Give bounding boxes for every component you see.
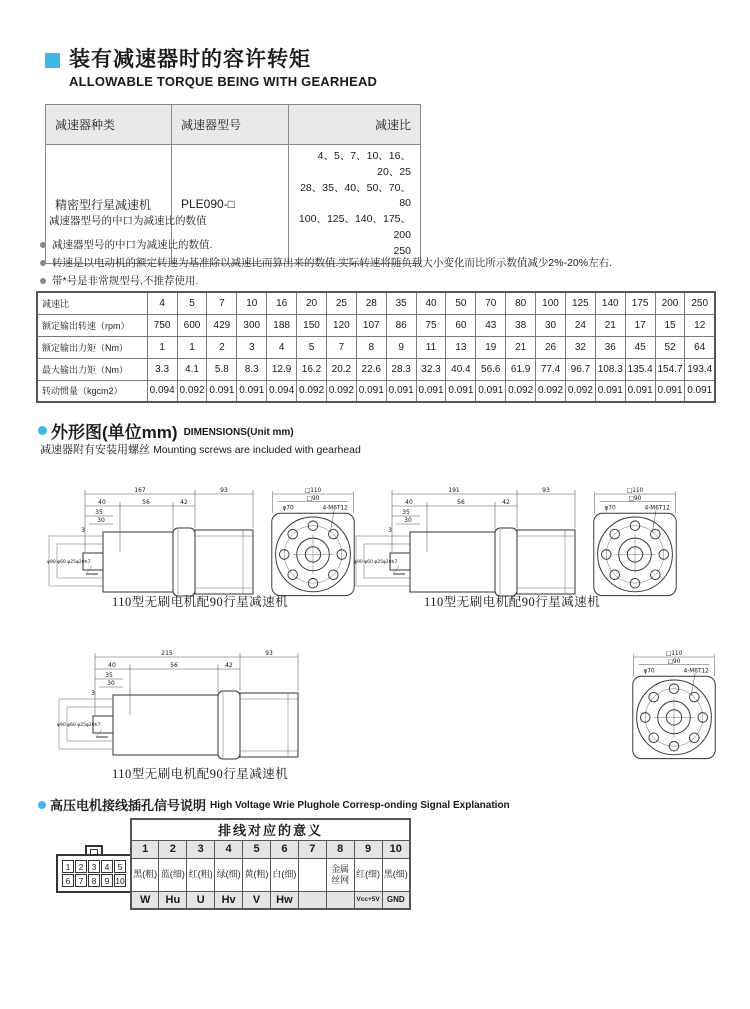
drawing-caption-1: 110型无刷电机配90行星减速机 xyxy=(112,595,289,609)
dim-c: 42 xyxy=(180,499,188,506)
diameter-labels: φ90 φ60 φ25φ20h7 xyxy=(57,723,101,728)
spec-row-header: 转动惯量（kgcm2） xyxy=(37,380,147,402)
dim-a: 40 xyxy=(108,662,116,669)
wire-color-cell: 绿(细) xyxy=(215,858,243,891)
wiring-color-row xyxy=(131,858,410,891)
pin-number-cell: 8 xyxy=(326,840,354,858)
col-header-reduction-ratio: 减速比 xyxy=(289,105,421,145)
title-block xyxy=(69,48,377,89)
wire-color-cell: 金属丝网 xyxy=(326,858,354,891)
page-subtitle: ALLOWABLE TORQUE BEING WITH GEARHEAD xyxy=(69,74,378,90)
wire-color-cell: 黑(细) xyxy=(382,858,410,891)
spec-row-header: 减速比 xyxy=(37,292,147,314)
connector-pin: 8 xyxy=(88,874,100,887)
dim-f: 3 xyxy=(81,527,85,534)
dim-motor-length: 93 xyxy=(542,487,550,494)
connector-pin: 5 xyxy=(114,860,126,873)
front-view-drawing-1 xyxy=(267,482,359,600)
dim-d: 35 xyxy=(105,672,113,679)
drawing-caption-2: 110型无刷电机配90行星减速机 xyxy=(424,595,601,609)
spec-value-cell: 150 xyxy=(297,314,327,336)
pin-number-cell: 3 xyxy=(187,840,215,858)
blue-square-marker-icon xyxy=(45,53,60,68)
spec-value-cell: 300 xyxy=(237,314,267,336)
spec-table-row-max-torque xyxy=(37,358,715,380)
ratio-line: 100、125、140、175、200 xyxy=(298,213,411,241)
spec-value-cell: 175 xyxy=(625,292,655,314)
signal-name-cell: W xyxy=(131,891,159,909)
spec-value-cell: 11 xyxy=(416,336,446,358)
spec-value-cell: 0.092 xyxy=(297,380,327,402)
spec-value-cell: 100 xyxy=(536,292,566,314)
spec-value-cell: 750 xyxy=(147,314,177,336)
spec-value-cell: 0.094 xyxy=(267,380,297,402)
bolt-spec-label: 4-M6T12 xyxy=(683,668,709,675)
spec-value-cell: 0.092 xyxy=(536,380,566,402)
spec-value-cell: 1 xyxy=(177,336,207,358)
spec-value-cell: 125 xyxy=(565,292,595,314)
spec-value-cell: 0.091 xyxy=(595,380,625,402)
dim-f: 3 xyxy=(388,527,392,534)
dim-e: 30 xyxy=(97,517,105,524)
connector-pin: 6 xyxy=(62,874,74,887)
spec-value-cell: 0.091 xyxy=(446,380,476,402)
side-view-drawing-2 xyxy=(352,482,579,600)
ratio-line: 250 xyxy=(393,244,411,257)
gearhead-table-footnote: 减速器型号的中口为减速比的数值 xyxy=(49,215,207,227)
note-item xyxy=(40,239,720,252)
spec-row-header: 额定输出转速（rpm） xyxy=(37,314,147,336)
dim-pilot-diameter: φ70 xyxy=(604,505,616,512)
spec-value-cell: 43 xyxy=(476,314,506,336)
spec-value-cell: 0.092 xyxy=(506,380,536,402)
spec-value-cell: 56.6 xyxy=(476,358,506,380)
spec-value-cell: 24 xyxy=(565,314,595,336)
spec-value-cell: 75 xyxy=(416,314,446,336)
spec-value-cell: 600 xyxy=(177,314,207,336)
spec-value-cell: 8.3 xyxy=(237,358,267,380)
wiring-signal-row xyxy=(131,891,410,909)
dim-e: 30 xyxy=(107,680,115,687)
connector-pin: 7 xyxy=(75,874,87,887)
spec-value-cell: 26 xyxy=(536,336,566,358)
dim-f: 3 xyxy=(91,690,95,697)
spec-value-cell: 193.4 xyxy=(685,358,715,380)
wire-color-cell: 白(细) xyxy=(270,858,298,891)
dim-e: 30 xyxy=(404,517,412,524)
connector-pin: 10 xyxy=(115,876,125,886)
spec-value-cell: 0.092 xyxy=(565,380,595,402)
spec-value-cell: 0.091 xyxy=(237,380,267,402)
wire-color-cell: 黑(粗) xyxy=(131,858,159,891)
dim-pilot-diameter: φ70 xyxy=(282,505,294,512)
spec-value-cell: 60 xyxy=(446,314,476,336)
spec-value-cell: 5 xyxy=(297,336,327,358)
dim-b: 56 xyxy=(457,499,465,506)
wiring-table-title: 排线对应的意义 xyxy=(131,819,410,840)
spec-value-cell: 80 xyxy=(506,292,536,314)
spec-value-cell: 32 xyxy=(565,336,595,358)
spec-value-cell: 16 xyxy=(267,292,297,314)
spec-value-cell: 13 xyxy=(446,336,476,358)
spec-value-cell: 107 xyxy=(356,314,386,336)
ratio-line: 28、35、40、50、70、80 xyxy=(300,181,411,210)
spec-value-cell: 12.9 xyxy=(267,358,297,380)
spec-value-cell: 108.3 xyxy=(595,358,625,380)
spec-value-cell: 0.091 xyxy=(207,380,237,402)
pin-number-cell: 5 xyxy=(243,840,271,858)
dim-c: 42 xyxy=(502,499,510,506)
spec-value-cell: 61.9 xyxy=(506,358,536,380)
spec-value-cell: 25 xyxy=(326,292,356,314)
wire-color-cell: 红(细) xyxy=(354,858,382,891)
front-view-drawing-3 xyxy=(628,645,720,763)
wire-color-cell xyxy=(298,858,326,891)
spec-value-cell: 19 xyxy=(476,336,506,358)
spec-value-cell: 0.094 xyxy=(147,380,177,402)
gearhead-type-cell: 精密型行星减速机 xyxy=(46,145,172,264)
spec-value-cell: 5.8 xyxy=(207,358,237,380)
dim-square-outer: □110 xyxy=(626,488,644,495)
connector-pin-row-top xyxy=(60,860,128,873)
spec-value-cell: 200 xyxy=(655,292,685,314)
dim-total-length: 215 xyxy=(161,650,173,657)
spec-value-cell: 40 xyxy=(416,292,446,314)
dim-motor-length: 93 xyxy=(220,487,228,494)
spec-value-cell: 0.091 xyxy=(416,380,446,402)
signal-name-cell: Hw xyxy=(270,891,298,909)
signal-name-cell: GND xyxy=(382,891,410,909)
spec-value-cell: 77.4 xyxy=(536,358,566,380)
spec-value-cell: 21 xyxy=(506,336,536,358)
spec-value-cell: 45 xyxy=(625,336,655,358)
spec-value-cell: 64 xyxy=(685,336,715,358)
spec-value-cell: 22.6 xyxy=(356,358,386,380)
spec-value-cell: 429 xyxy=(207,314,237,336)
spec-value-cell: 250 xyxy=(685,292,715,314)
dim-square-inner: □90 xyxy=(628,495,642,502)
connector-body xyxy=(56,854,132,893)
wiring-heading-zh: 高压电机接线插孔信号说明 xyxy=(50,798,207,813)
spec-value-cell: 0.091 xyxy=(655,380,685,402)
spec-value-cell: 20 xyxy=(297,292,327,314)
col-header-gearhead-type: 减速器种类 xyxy=(46,105,172,145)
dimension-drawing-2 xyxy=(352,482,681,600)
col-header-gearhead-model: 减速器型号 xyxy=(172,105,289,145)
connector-tab xyxy=(85,845,103,854)
pin-number-cell: 7 xyxy=(298,840,326,858)
spec-value-cell: 154.7 xyxy=(655,358,685,380)
connector-pin-row-bottom xyxy=(60,874,128,887)
signal-name-cell: V xyxy=(243,891,271,909)
pin-number-cell: 9 xyxy=(354,840,382,858)
dim-d: 35 xyxy=(402,509,410,516)
spec-value-cell: 20.2 xyxy=(326,358,356,380)
dimensions-section-heading xyxy=(38,418,294,443)
spec-value-cell: 120 xyxy=(326,314,356,336)
dim-total-length: 167 xyxy=(134,487,146,494)
spec-value-cell: 21 xyxy=(595,314,625,336)
spec-value-cell: 28 xyxy=(356,292,386,314)
dimensions-subheading xyxy=(40,441,361,457)
wiring-pin-number-row xyxy=(131,840,410,858)
connector-pin: 1 xyxy=(62,860,74,873)
wire-color-cell: 蓝(细) xyxy=(159,858,187,891)
notes-list xyxy=(40,239,720,293)
wiring-signal-table xyxy=(130,818,411,910)
wiring-table-title-row xyxy=(131,819,410,840)
connector-pin: 3 xyxy=(88,860,100,873)
spec-table-row-rated-speed xyxy=(37,314,715,336)
spec-value-cell: 0.091 xyxy=(476,380,506,402)
spec-table-row-inertia xyxy=(37,380,715,402)
spec-value-cell: 0.091 xyxy=(685,380,715,402)
dim-c: 42 xyxy=(225,662,233,669)
dim-total-length: 191 xyxy=(448,487,460,494)
spec-value-cell: 32.3 xyxy=(416,358,446,380)
dim-square-inner: □90 xyxy=(306,495,320,502)
spec-table-row-rated-torque xyxy=(37,336,715,358)
dimension-drawing-3 xyxy=(55,645,302,763)
spec-value-cell: 1 xyxy=(147,336,177,358)
signal-name-cell: Vcc+5V xyxy=(354,891,382,909)
signal-name-cell xyxy=(298,891,326,909)
spec-row-header: 最大输出力矩（Nm） xyxy=(37,358,147,380)
front-view-drawing-2 xyxy=(589,482,681,600)
dim-square-outer: □110 xyxy=(304,488,322,495)
bullet-dot-icon xyxy=(38,801,46,809)
note-text: 转速是以电动机的额定转速为基准除以减速比而算出来的数值.实际转速将随负载大小变化而比所示数值减少2%-20%左右. xyxy=(52,257,613,270)
bullet-dot-icon xyxy=(40,242,46,248)
dim-a: 40 xyxy=(405,499,413,506)
bullet-dot-icon xyxy=(40,278,46,284)
pin-number-cell: 2 xyxy=(159,840,187,858)
pin-number-cell: 4 xyxy=(215,840,243,858)
spec-value-cell: 0.091 xyxy=(386,380,416,402)
spec-value-cell: 0.092 xyxy=(326,380,356,402)
spec-value-cell: 7 xyxy=(207,292,237,314)
page-header xyxy=(45,48,377,89)
spec-value-cell: 40.4 xyxy=(446,358,476,380)
spec-value-cell: 3.3 xyxy=(147,358,177,380)
note-item xyxy=(40,257,720,270)
wire-color-cell: 黄(粗) xyxy=(243,858,271,891)
spec-value-cell: 15 xyxy=(655,314,685,336)
dim-d: 35 xyxy=(95,509,103,516)
pin-number-cell: 1 xyxy=(131,840,159,858)
note-text: 减速器型号的中口为减速比的数值. xyxy=(52,239,213,251)
connector-pin: 2 xyxy=(75,860,87,873)
spec-value-cell: 10 xyxy=(237,292,267,314)
page-title: 装有减速器时的容许转矩 xyxy=(69,48,311,71)
dimensions-sub-en: Mounting screws are included with gearhead xyxy=(153,444,361,456)
connector-plug-icon xyxy=(56,845,132,893)
note-text: 带*号是非常规型号,不推荐使用. xyxy=(52,275,199,288)
pin-number-cell: 10 xyxy=(382,840,410,858)
spec-value-cell: 135.4 xyxy=(625,358,655,380)
pin-number-cell: 6 xyxy=(270,840,298,858)
spec-value-cell: 86 xyxy=(386,314,416,336)
gearhead-table-header-row xyxy=(46,105,421,145)
spec-value-cell: 188 xyxy=(267,314,297,336)
spec-value-cell: 4 xyxy=(267,336,297,358)
spec-value-cell: 9 xyxy=(386,336,416,358)
note-item xyxy=(40,275,720,288)
spec-value-cell: 8 xyxy=(356,336,386,358)
dim-b: 56 xyxy=(170,662,178,669)
wiring-section-heading xyxy=(38,795,510,814)
dim-motor-length: 93 xyxy=(265,650,273,657)
drawing-caption-3: 110型无刷电机配90行星减速机 xyxy=(112,767,289,781)
connector-pin: 4 xyxy=(101,860,113,873)
signal-name-cell: U xyxy=(187,891,215,909)
ratio-line: 4、5、7、10、16、20、25 xyxy=(317,150,411,178)
spec-table-row-ratio xyxy=(37,292,715,314)
wiring-heading-en: High Voltage Wrie Plughole Corresp-onding Signal Explanation xyxy=(210,799,510,811)
spec-value-cell: 7 xyxy=(326,336,356,358)
spec-value-cell: 38 xyxy=(506,314,536,336)
spec-value-cell: 0.091 xyxy=(625,380,655,402)
signal-name-cell: Hv xyxy=(215,891,243,909)
spec-value-cell: 4.1 xyxy=(177,358,207,380)
diameter-labels: φ90 φ60 φ25φ20h7 xyxy=(354,560,398,565)
spec-value-cell: 28.3 xyxy=(386,358,416,380)
spec-value-cell: 70 xyxy=(476,292,506,314)
bullet-dot-icon xyxy=(38,426,47,435)
signal-name-cell: Hu xyxy=(159,891,187,909)
dimensions-heading-zh: 外形图(单位mm) xyxy=(51,423,178,442)
spec-value-cell: 50 xyxy=(446,292,476,314)
connector-pin: 9 xyxy=(101,874,113,887)
bullet-dot-icon xyxy=(40,260,46,266)
spec-value-cell: 2 xyxy=(207,336,237,358)
dim-pilot-diameter: φ70 xyxy=(643,668,655,675)
dim-a: 40 xyxy=(98,499,106,506)
dim-square-inner: □90 xyxy=(667,658,681,665)
gearhead-model-cell: PLE090-□ xyxy=(172,145,289,264)
side-view-drawing-3 xyxy=(55,645,302,763)
side-view-drawing-1 xyxy=(45,482,257,600)
dimension-drawing-1 xyxy=(45,482,359,600)
spec-value-cell: 0.092 xyxy=(177,380,207,402)
wire-color-cell: 红(粗) xyxy=(187,858,215,891)
spec-value-cell: 5 xyxy=(177,292,207,314)
dimension-drawing-3-front xyxy=(628,645,720,763)
spec-value-cell: 17 xyxy=(625,314,655,336)
spec-value-cell: 52 xyxy=(655,336,685,358)
bolt-spec-label: 4-M6T12 xyxy=(322,505,348,512)
bolt-spec-label: 4-M6T12 xyxy=(644,505,670,512)
spec-value-cell: 16.2 xyxy=(297,358,327,380)
spec-value-cell: 96.7 xyxy=(565,358,595,380)
spec-value-cell: 0.091 xyxy=(356,380,386,402)
spec-value-cell: 12 xyxy=(685,314,715,336)
spec-value-cell: 35 xyxy=(386,292,416,314)
signal-name-cell xyxy=(326,891,354,909)
diameter-labels: φ90 φ60 φ25φ20h7 xyxy=(47,560,91,565)
spec-value-cell: 36 xyxy=(595,336,625,358)
spec-row-header: 额定输出力矩（Nm） xyxy=(37,336,147,358)
spec-value-cell: 140 xyxy=(595,292,625,314)
spec-value-cell: 3 xyxy=(237,336,267,358)
dimensions-sub-zh: 减速器附有安装用螺丝 xyxy=(40,444,150,456)
spec-value-cell: 4 xyxy=(147,292,177,314)
dim-b: 56 xyxy=(142,499,150,506)
spec-value-cell: 30 xyxy=(536,314,566,336)
dimensions-heading-en: DIMENSIONS(Unit mm) xyxy=(183,427,294,438)
spec-table xyxy=(36,291,716,403)
dim-square-outer: □110 xyxy=(665,651,683,658)
